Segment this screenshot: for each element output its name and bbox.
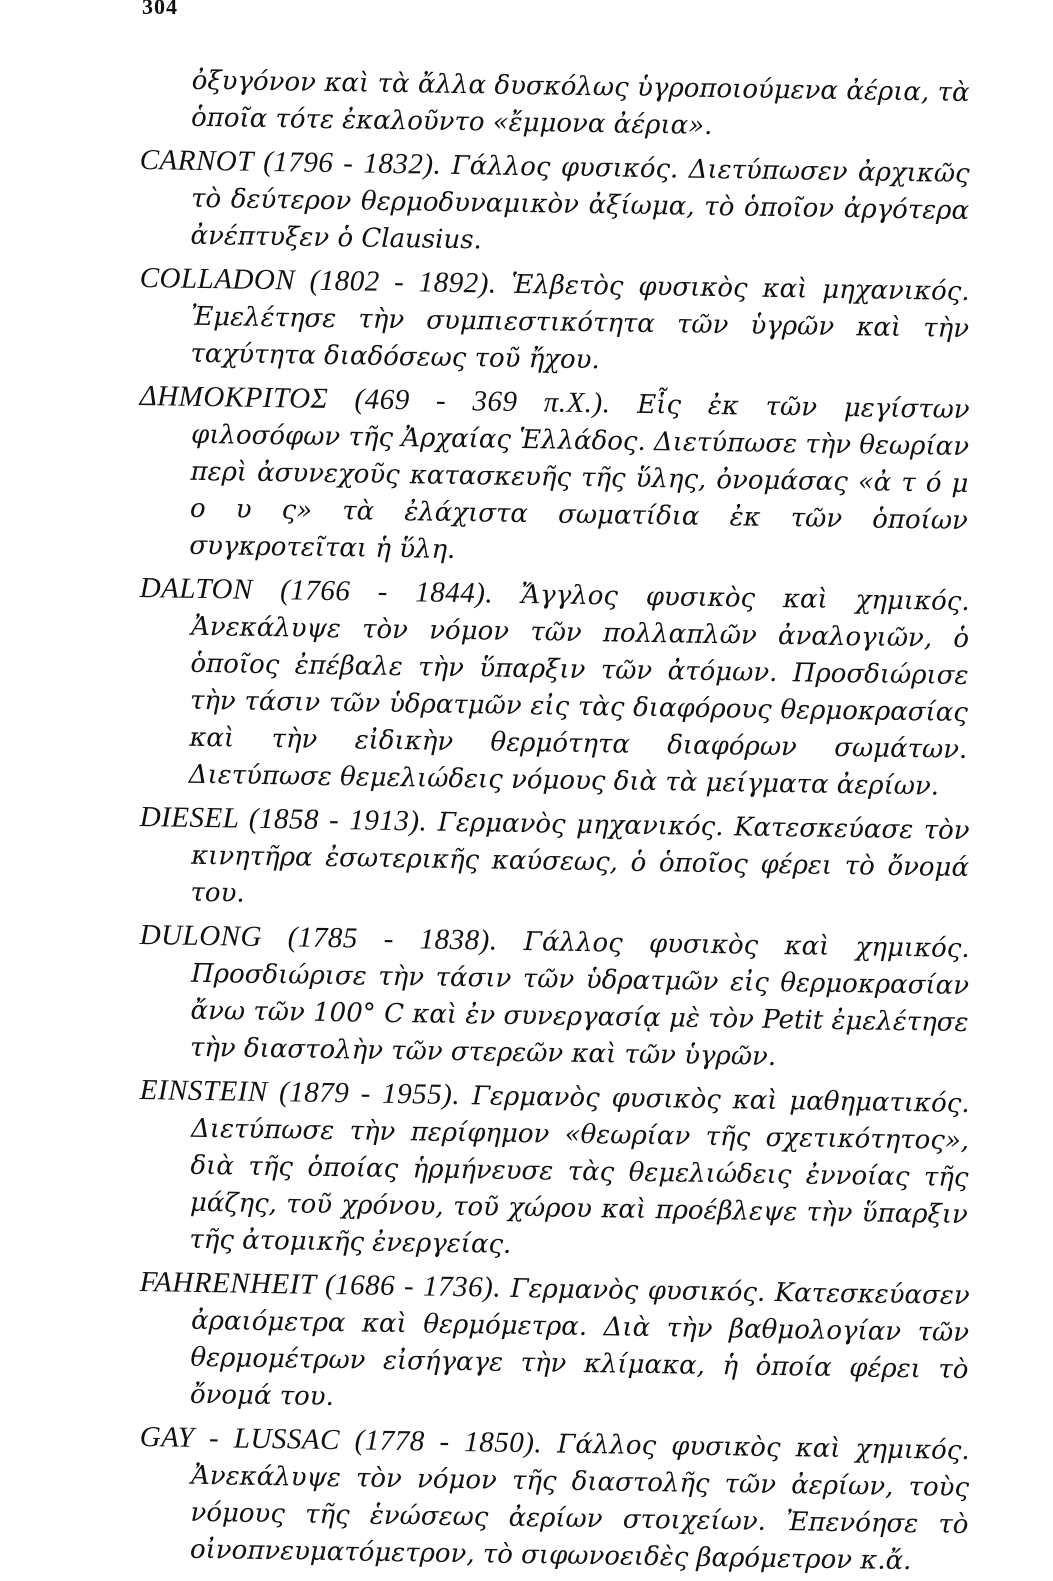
entry-democritus bbox=[137, 378, 970, 577]
entry-dalton bbox=[136, 570, 969, 806]
entry-text: Εἷς ἐκ τῶν μεγίστων φιλοσόφων τῆς Ἀρχαίας Ἑλλάδος. Διετύπωσε τὴν θεωρίαν περὶ ἀσυνεχοῦς κατασκευῆς τῆς ὕλης, ὀνομάσας «ἀ τ ό μ ο υ ς» τὰ ἐλάχιστα σωματίδια ἐκ τῶν ὁποίων συγκροτεῖται ἡ ὕλη. bbox=[189, 389, 970, 565]
entry-text: Γάλλος φυσικός. Διετύπωσεν ἀρχικῶς τὸ δεύτερον θερμοδυναμικὸν ἀξίωμα, τὸ ὁποῖον ἀργότερα ἀνέπτυξεν ὁ Clausius. bbox=[190, 150, 970, 256]
entry-name: GAY - LUSSAC (1778 - 1850). bbox=[139, 1420, 543, 1460]
entry-fahrenheit bbox=[138, 1264, 970, 1426]
entry-name: DALTON (1766 - 1844). bbox=[139, 571, 494, 610]
entry-einstein bbox=[137, 1072, 970, 1271]
entry-name: ΔΗΜΟΚΡΙΤΟΣ (469 - 369 π.Χ.). bbox=[139, 379, 611, 420]
entry-name: DULONG (1785 - 1838). bbox=[139, 918, 498, 957]
entry-text: Γερμανὸς φυσικός. Κατεσκεύασεν ἀραιόμετρα καὶ θερμόμετρα. Διὰ τὴν βαθμολογίαν τῶν θερμομέτρων εἰσήγαγε τὴν κλίμακα, ἡ ὁποία φέρει τὸ ὄνομά του. bbox=[189, 1273, 970, 1413]
entry-gay-lussac bbox=[138, 1419, 970, 1581]
glossary-entries bbox=[139, 62, 970, 1577]
page-number: 304 bbox=[142, 0, 178, 19]
entry-name: DIESEL (1858 - 1913). bbox=[139, 800, 428, 838]
intro-continuation: ὀξυγόνον καὶ τὰ ἄλλα δυσκόλως ὑγροποιούμενα ἀέρια, τὰ ὁποῖα τότε ἐκαλοῦντο «ἔμμονα ἀέρια». bbox=[190, 65, 970, 141]
entry-text: Γάλλος φυσικὸς καὶ χημικός. Προσδιώρισε τὴν τάσιν τῶν ὑδρατμῶν εἰς θερμοκρασίαν ἄνω τῶν 100° C καὶ ἐν συνεργασίᾳ μὲ τὸν Petit ἐμελέτησε τὴν διαστολὴν τῶν στερεῶν καὶ τῶν ὑγρῶν. bbox=[189, 927, 970, 1073]
entry-dulong bbox=[138, 917, 970, 1079]
entry-diesel bbox=[138, 799, 970, 924]
entry-text: Ἑλβετὸς φυσικὸς καὶ μηχανικός. Ἐμελέτησε τὴν συμπιεστικότητα τῶν ὑγρῶν καὶ τὴν ταχύτητα διαδόσεως τοῦ ἤχου. bbox=[190, 269, 970, 376]
entry-name: COLLADON (1802 - 1892). bbox=[139, 261, 497, 300]
entry-colladon bbox=[138, 260, 970, 385]
entry-text: Γερμανὸς μηχανικός. Κατεσκεύασε τὸν κινητῆρα ἐσωτερικῆς καύσεως, ὁ ὁποῖος φέρει τὸ ὄνομά του. bbox=[190, 807, 970, 909]
entry-name: CARNOT (1796 - 1832). bbox=[139, 143, 442, 181]
entry-name: EINSTEIN (1879 - 1955). bbox=[139, 1073, 461, 1112]
entry-carnot bbox=[138, 142, 970, 267]
entry-text: Γάλλος φυσικὸς καὶ χημικός. Ἀνεκάλυψε τὸν νόμον τῆς διαστολῆς τῶν ἀερίων, τοὺς νόμους τῆς ἑνώσεως ἀερίων στοιχείων. Ἐπενόησε τὸ οἰνοπνευματόμετρον, τὸ σιφωνοειδὲς βαρόμετρον κ.ἄ. bbox=[189, 1429, 970, 1577]
entry-name: FAHRENHEIT (1686 - 1736). bbox=[139, 1265, 502, 1304]
entry-text: Γερμανὸς φυσικὸς καὶ μαθηματικός. Διετύπωσε τὴν περίφημον «θεωρίαν τῆς σχετικότητος», διὰ τῆς ὁποίας ἡρμήνευσε τὰς θεμελιώδεις ἐννοίας τῆς μάζης, τοῦ χρόνου, τοῦ χώρου καὶ προέβλεψε τὴν ὕπαρξιν τῆς ἀτομικῆς ἐνεργείας. bbox=[189, 1081, 970, 1260]
entry-text: Ἄγγλος φυσικὸς καὶ χημικός. Ἀνεκάλυψε τὸν νόμον τῶν πολλαπλῶν ἀναλογιῶν, ὁ ὁποῖος ἐπέβαλε τὴν ὕπαρξιν τῶν ἀτόμων. Προσδιώρισε τὴν τάσιν τῶν ὑδρατμῶν εἰς τὰς διαφόρους θερμοκρασίας καὶ τὴν εἰδικὴν θερμότητα διαφόρων σωμάτων. Διετύπωσε θεμελιώδεις νόμους διὰ τὰ μείγματα ἀερίων. bbox=[188, 579, 970, 802]
